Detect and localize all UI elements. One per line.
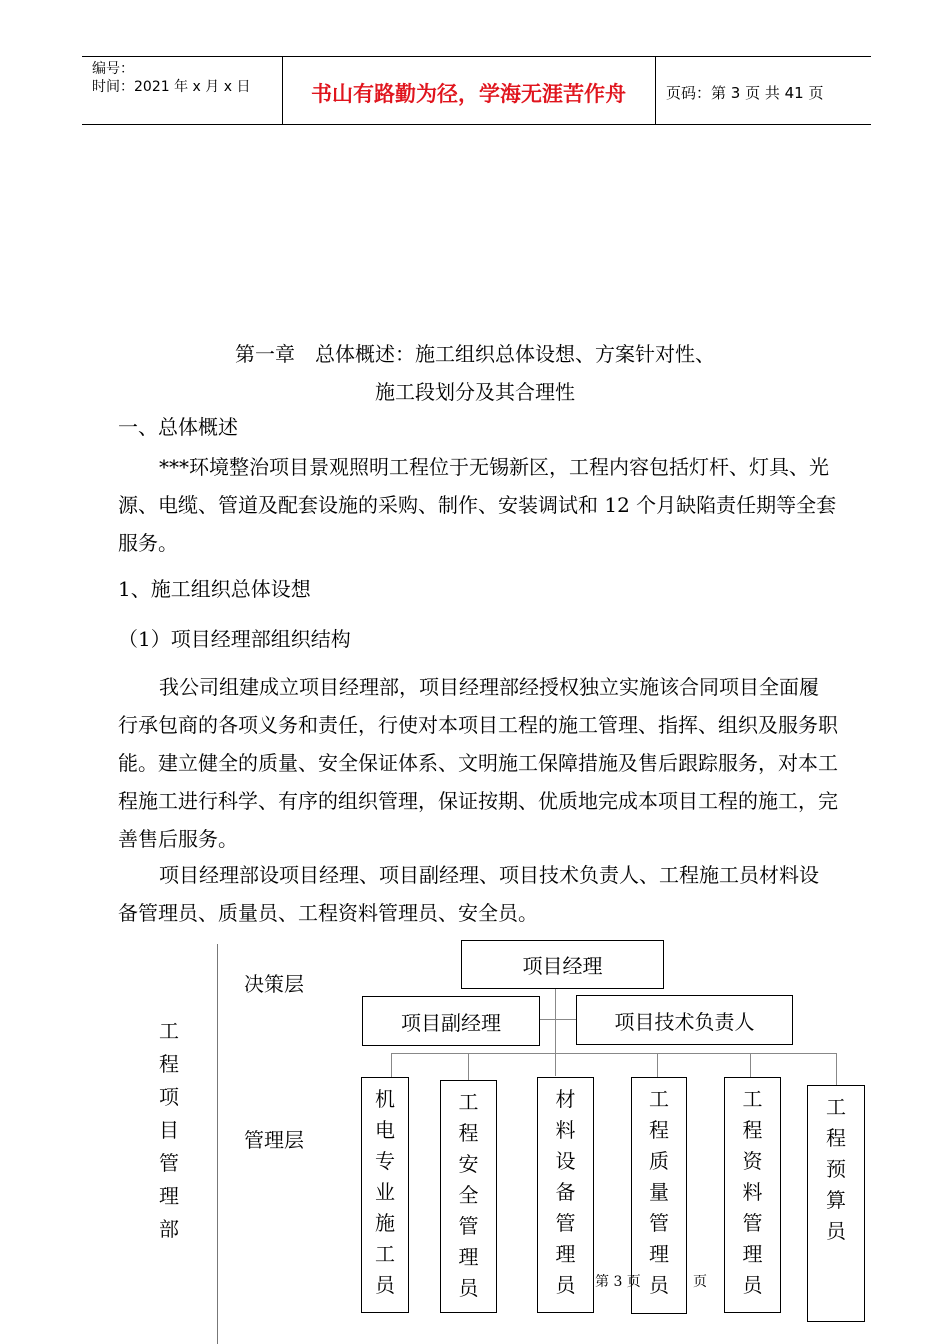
section-heading-design: 1、施工组织总体设想 (118, 577, 311, 601)
management-level-label: 管理层 (244, 1128, 304, 1152)
paragraph-org-desc: 我公司组建成立项目经理部，项目经理部经授权独立实施该合同项目全面履行承包商的各项义务和责任，行使对本项目工程的施工管理、指挥、组织及服务职能。建立健全的质量、安全保证体系、文明施工保障措施及售后跟踪服务，对本工程施工进行科学、有序的组织管理，保证按期、优质地完成本项目工程的施工，完善售后服务。 (118, 675, 838, 851)
connector-main-vertical (555, 988, 556, 1076)
box-staff-safety: 工 程 安 全 管 理 员 (440, 1080, 497, 1313)
time-label: 时间：2021 年 x 月 x 日 (92, 79, 251, 95)
header-meta (92, 60, 250, 96)
box-staff-quality: 工 程 质 量 管 理 员 (631, 1077, 687, 1314)
connector-staff-2 (468, 1053, 469, 1080)
org-side-label: 工 程 项 目 管 理 部 (159, 1019, 179, 1241)
chapter-title-line1: 第一章 总体概述：施工组织总体设想、方案针对性、 (235, 342, 715, 366)
connector-staff-4 (657, 1053, 658, 1077)
paragraph-overview: ***环境整治项目景观照明工程位于无锡新区，工程内容包括灯杆、灯具、光源、电缆、管道及配套设施的采购、制作、安装调试和 12 个月缺陷责任期等全套服务。 (118, 455, 837, 555)
chapter-title-line2: 施工段划分及其合理性 (375, 380, 575, 404)
box-staff-budget: 工 程 预 算 员 (807, 1085, 865, 1322)
section-heading-overview: 一、总体概述 (118, 415, 238, 439)
connector-staff-6 (836, 1053, 837, 1085)
footer-page-suffix: 页 (693, 1274, 707, 1290)
header-top-rule (82, 56, 871, 57)
box-staff-materials: 材 料 设 备 管 理 员 (537, 1077, 594, 1313)
decision-level-label: 决策层 (244, 972, 304, 996)
connector-deputy-tech (540, 1019, 576, 1020)
connector-staff-1 (391, 1053, 392, 1077)
box-project-manager: 项目经理 (461, 940, 664, 989)
doc-number-label: 编号： (92, 61, 134, 77)
header-bottom-rule (82, 124, 871, 125)
paragraph-staff-list: 项目经理部设项目经理、项目副经理、项目技术负责人、工程施工员材料设备管理员、质量员、工程资料管理员、安全员。 (118, 863, 819, 925)
header-page-info: 页码：第 3 页 共 41 页 (666, 84, 824, 102)
box-technical-lead: 项目技术负责人 (576, 995, 793, 1045)
header-motto: 书山有路勤为径，学海无涯苦作舟 (311, 82, 626, 106)
header-divider-2 (655, 56, 656, 124)
footer-page-number: 第 3 页 (595, 1274, 641, 1290)
connector-staff-horizontal (391, 1053, 837, 1054)
connector-staff-5 (750, 1053, 751, 1077)
section-heading-org: （1）项目经理部组织结构 (118, 627, 351, 651)
box-deputy-manager: 项目副经理 (362, 996, 540, 1046)
org-side-rule (217, 944, 218, 1344)
box-staff-electrical: 机 电 专 业 施 工 员 (361, 1077, 409, 1313)
box-staff-records: 工 程 资 料 管 理 员 (724, 1077, 781, 1313)
